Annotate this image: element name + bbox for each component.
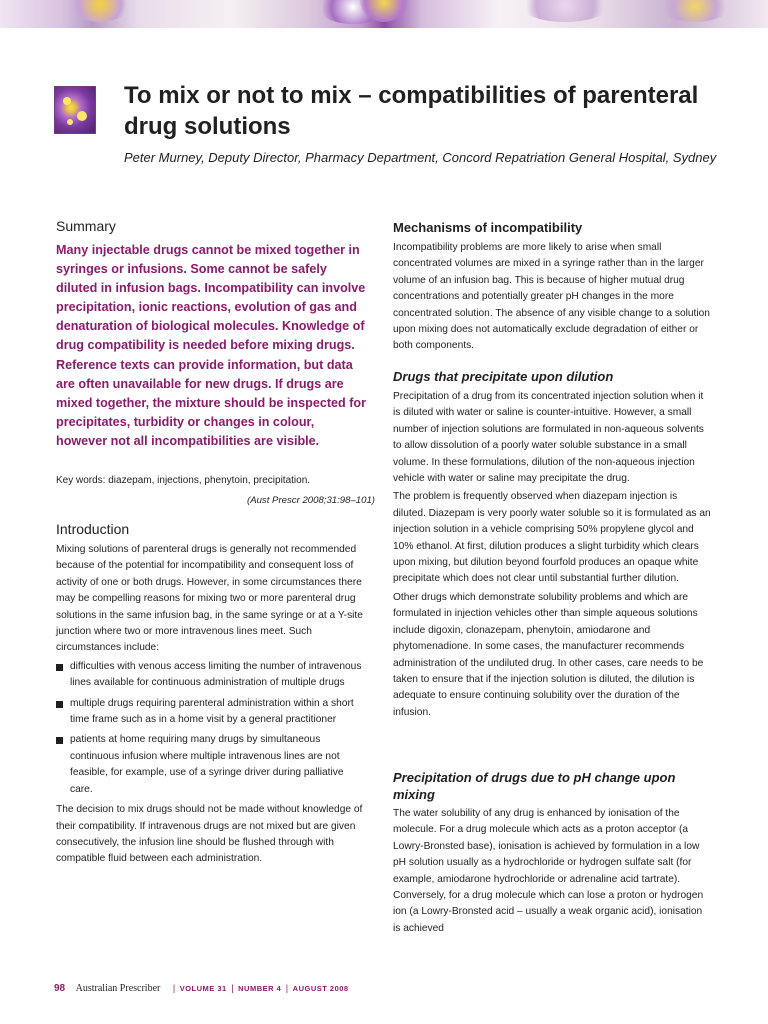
list-item: difficulties with venous access limiting the number of intravenous lines available for continuous administration of multiple drugs — [56, 659, 368, 692]
mechanisms-heading: Mechanisms of incompatibility — [393, 220, 583, 235]
mechanisms-body: Incompatibility problems are more likely to arise when small concentrated volumes are mixed in a syringe rather than in the larger volume of an infusion bag. This is because of higher mutual drug concentrations and potentially greater pH changes in the more concentrated solution. The absence of any visible change to a solution upon mixing does not automatically exclude degradation of either or both components. — [393, 242, 710, 352]
citation: (Aust Prescr 2008;31:98–101) — [247, 495, 375, 506]
keywords: Key words: diazepam, injections, phenytoin, precipitation. — [56, 475, 311, 486]
dilution-body — [393, 389, 711, 723]
list-item: multiple drugs requiring parenteral administration within a short time frame such as in a home visit by a general practitioner — [56, 696, 368, 729]
summary-text: Many injectable drugs cannot be mixed together in syringes or infusions. Some cannot be safely diluted in infusion bags. Incompatibility can involve precipitation, ionic reactions, evolution of gas and denaturation of biological molecules. Knowledge of drug compatibility is needed before mixing drugs. Reference texts can provide information, but data are often unavailable for new drugs. If drugs are mixed together, the mixture should be inspected for precipitates, turbidity or changes in colour, however not all incompatibilities are visible. — [56, 243, 366, 448]
article-thumbnail-image — [54, 86, 96, 134]
list-item: patients at home requiring many drugs by simultaneous continuous infusion where multiple intravenous lines are not feasible, for example, use of a syringe driver during palliative care. — [56, 732, 368, 798]
issue-date: AUGUST 2008 — [292, 984, 349, 993]
introduction-para-2: The decision to mix drugs should not be made without knowledge of their compatibility. If intravenous drugs are not mixed but are given consecutively, the infusion line should be flushed through with compatible fluid between each administration. — [56, 804, 363, 865]
ph-heading: Precipitation of drugs due to pH change upon mixing — [393, 770, 676, 802]
issue-number: NUMBER 4 — [238, 984, 282, 993]
dilution-para-2: The problem is frequently observed when diazepam injection is diluted. Diazepam is very poorly water soluble so it is formulated as an injection solution in a vehicle comprising 50% propylene glycol and 10% ethanol. At first, dilution produces a slight turbidity which clears upon mixing, but dilution beyond fourfold produces an opaque white precipitate which does not clear until substantial further dilution. — [393, 491, 711, 585]
ph-body: The water solubility of any drug is enhanced by ionisation of the molecule. For a drug molecule which acts as a proton acceptor (a Lowry-Bronsted base), ionisation is achieved by formulation in a low pH solution usually as a hydrochloride or hydrogen sulfate salt (for example, amiodarone hydrochloride or adrenaline acid tartrate). Conversely, for a drug molecule which can lose a proton or hydrogen ion (a Lowry-Bronsted acid – usually a weak organic acid), ionisation is achieved — [393, 808, 704, 934]
bullet-square-icon — [56, 664, 63, 671]
introduction-bullet-list — [56, 659, 368, 798]
page-footer: 98 Australian Prescriber | VOLUME 31 | NUMBER 4 | AUGUST 2008 — [54, 983, 349, 994]
dilution-para-1: Precipitation of a drug from its concentrated injection solution when it is diluted with water or saline is counter-intuitive. However, a small number of injection solutions are formulated in non-aqueous solvents to allow dissolution of a poorly water soluble substance in a small volume. In these formulations, dilution of the non-aqueous injection vehicle with water or saline may precipitate the drug. — [393, 391, 704, 485]
article-authors: Peter Murney, Deputy Director, Pharmacy Department, Concord Repatriation General Hospital, Sydney — [124, 150, 717, 165]
page-number: 98 — [54, 983, 66, 994]
journal-name: Australian Prescriber — [75, 983, 161, 994]
bullet-square-icon — [56, 737, 63, 744]
header-banner-image — [0, 0, 768, 28]
introduction-body — [56, 542, 368, 870]
dilution-para-3: Other drugs which demonstrate solubility problems and which are formulated in injection vehicles other than simple aqueous solutions include digoxin, clonazepam, phenytoin, amiodarone and phytomenadione. In some cases, the manufacturer recommends administration of the undiluted drug. In other cases, care needs to be taken to ensure that if the injection solution is diluted, the dilution is adequate to ensure continuing solubility over the duration of the infusion. — [393, 591, 704, 718]
summary-heading: Summary — [56, 218, 116, 234]
article-title: To mix or not to mix – compatibilities of parenteral drug solutions — [124, 82, 699, 140]
introduction-para-1: Mixing solutions of parenteral drugs is generally not recommended because of the potential for incompatibility and consequent loss of activity of one or both drugs. However, in some circumstances there may be compelling reasons for mixing two or more parenteral drug solutions in the same infusion bag, in the same syringe or at a Y-site junction where two or more intravenous lines meet. Such circumstances include: — [56, 544, 363, 654]
dilution-heading: Drugs that precipitate upon dilution — [393, 369, 614, 384]
volume: VOLUME 31 — [179, 984, 227, 993]
bullet-square-icon — [56, 701, 63, 708]
introduction-heading: Introduction — [56, 521, 130, 537]
